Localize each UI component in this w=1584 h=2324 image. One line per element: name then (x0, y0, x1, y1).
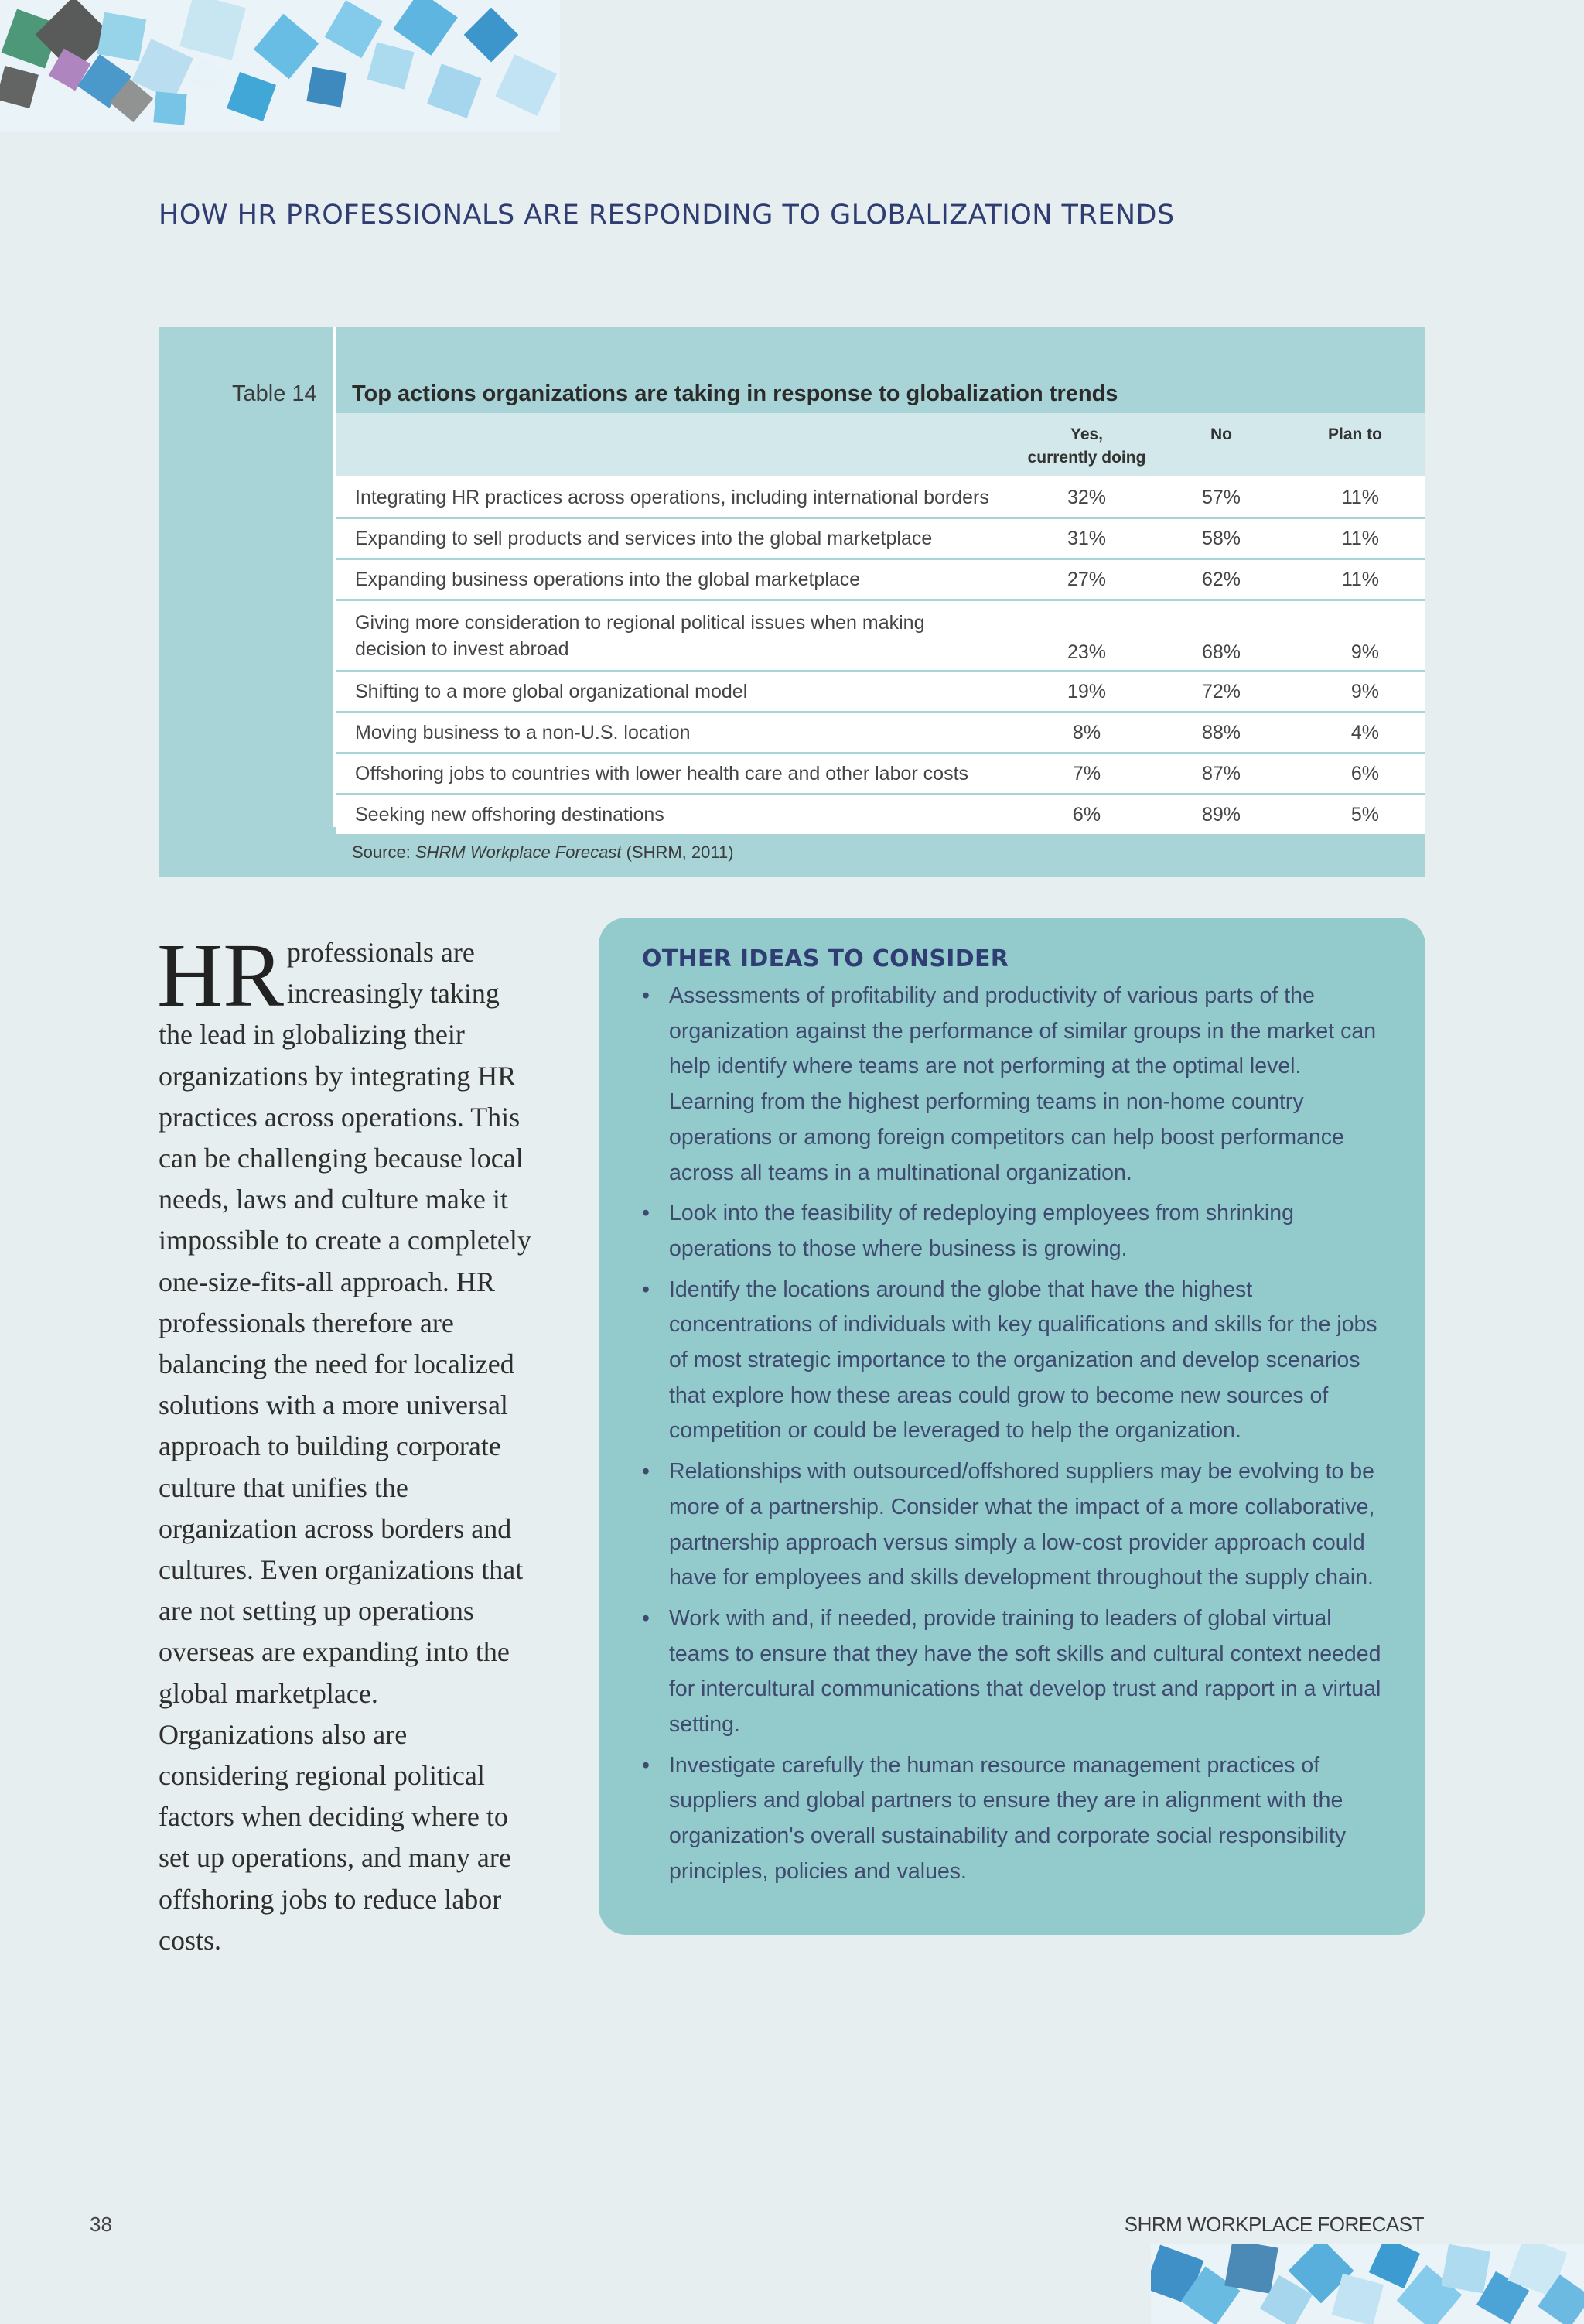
row-label: Shifting to a more global organizational model (336, 672, 1022, 713)
cell-no: 89% (1151, 795, 1292, 836)
column-header-yes-line2: currently doing (1027, 449, 1146, 467)
cell-no: 88% (1151, 713, 1292, 754)
bullet-icon: • (642, 1752, 650, 1778)
idea-item (642, 979, 1382, 1191)
cell-no: 62% (1151, 559, 1292, 600)
column-header-yes (1022, 413, 1151, 477)
table-row (336, 600, 1425, 672)
row-label-line2: decision to invest abroad (355, 637, 569, 660)
row-label: Seeking new offshoring destinations (336, 795, 1022, 836)
idea-item (642, 1273, 1382, 1450)
idea-text: Identify the locations around the globe that have the highest concentrations of individuals with key qualifications and skills for the jobs of most strategic importance to the organization and develop scenarios that explore how these areas could grow to become new sources of competition or could be leveraged to help the organization. (669, 1276, 1377, 1444)
idea-text: Look into the feasibility of redeploying employees from shrinking operations to those where business is growing. (669, 1201, 1294, 1261)
other-ideas-box (599, 918, 1425, 1935)
footer-publication-title: SHRM WORKPLACE FORECAST (1124, 2213, 1424, 2236)
source-publication: SHRM Workplace Forecast (415, 842, 622, 862)
cell-no: 57% (1151, 477, 1292, 518)
ideas-list (642, 979, 1382, 1890)
section-heading: HOW HR PROFESSIONALS ARE RESPONDING TO GLOBALIZATION TRENDS (159, 200, 1175, 231)
table-row (336, 795, 1425, 836)
table-row (336, 559, 1425, 600)
source-prefix: Source: (352, 842, 415, 862)
table-row (336, 518, 1425, 559)
data-table (336, 413, 1425, 836)
cell-plan: 11% (1292, 518, 1425, 559)
cell-plan: 6% (1292, 754, 1425, 795)
decorative-mosaic-top (0, 0, 560, 132)
idea-item (642, 1601, 1382, 1743)
table-title: Top actions organizations are taking in response to globalization trends (352, 381, 1118, 406)
column-header-yes-line1: Yes, (1070, 425, 1104, 443)
body-text: professionals are increasingly taking the lead in globalizing their organizations by integrating HR practices across operations. This can be challenging because local needs, laws and culture make it impossible to create a completely one-size-fits-all approach. HR professionals therefore are balancing the need for localized solutions with a more universal approach to building corporate culture that unifies the organization across borders and cultures. Even organizations that are not setting up operations overseas are expanding into the global marketplace. Organizations also are considering regional political factors when deciding where to set up operations, and many are offshoring jobs to reduce labor costs. (159, 937, 531, 1956)
row-label: Offshoring jobs to countries with lower health care and other labor costs (336, 754, 1022, 795)
cell-yes: 23% (1022, 600, 1151, 672)
idea-text: Relationships with outsourced/offshored suppliers may be evolving to be more of a partnership. Consider what the impact of a more collaborative, partnership approach versus simply a low-cost provider approach could have for employees and skills development throughout the supply chain. (669, 1459, 1375, 1591)
cell-yes: 6% (1022, 795, 1151, 836)
cell-plan: 11% (1292, 559, 1425, 600)
row-label: Integrating HR practices across operations, including international borders (336, 477, 1022, 518)
idea-item (642, 1748, 1382, 1890)
cell-no: 68% (1151, 600, 1292, 672)
row-label (336, 600, 1022, 672)
table-row (336, 754, 1425, 795)
table-14-panel (159, 327, 1425, 877)
cell-plan: 11% (1292, 477, 1425, 518)
source-suffix: (SHRM, 2011) (621, 842, 734, 862)
column-header-action (336, 413, 1022, 477)
cell-yes: 8% (1022, 713, 1151, 754)
table-row (336, 672, 1425, 713)
table-header-row (336, 413, 1425, 477)
column-header-no: No (1151, 413, 1292, 477)
cell-no: 72% (1151, 672, 1292, 713)
idea-text: Work with and, if needed, provide training to leaders of global virtual teams to ensure that they have the soft skills and cultural context needed for intercultural communications that develop trust and rapport in a virtual setting. (669, 1605, 1381, 1738)
cell-yes: 32% (1022, 477, 1151, 518)
cell-plan: 9% (1292, 600, 1425, 672)
table-label: Table 14 (232, 381, 317, 406)
idea-item (642, 1196, 1382, 1266)
cell-plan: 4% (1292, 713, 1425, 754)
idea-text: Investigate carefully the human resource management practices of suppliers and global partners to ensure they are in alignment with the organization's overall sustainability and corporate social responsibility principles, policies and values. (669, 1752, 1347, 1884)
bullet-icon: • (642, 1605, 650, 1631)
table-source (352, 842, 734, 863)
table-row (336, 713, 1425, 754)
decorative-mosaic-bottom (1151, 2244, 1584, 2324)
cell-yes: 27% (1022, 559, 1151, 600)
idea-item (642, 1454, 1382, 1596)
column-header-plan: Plan to (1292, 413, 1425, 477)
bullet-icon: • (642, 1201, 650, 1226)
dropcap: HR (157, 924, 284, 1026)
cell-plan: 9% (1292, 672, 1425, 713)
cell-no: 87% (1151, 754, 1292, 795)
cell-plan: 5% (1292, 795, 1425, 836)
table-row (336, 477, 1425, 518)
row-label-line1: Giving more consideration to regional political issues when making (355, 611, 925, 634)
row-label: Moving business to a non-U.S. location (336, 713, 1022, 754)
ideas-title: OTHER IDEAS TO CONSIDER (642, 945, 1009, 972)
row-label: Expanding business operations into the global marketplace (336, 559, 1022, 600)
body-paragraph (157, 924, 538, 1961)
cell-yes: 19% (1022, 672, 1151, 713)
cell-yes: 7% (1022, 754, 1151, 795)
cell-no: 58% (1151, 518, 1292, 559)
bullet-icon: • (642, 1459, 650, 1485)
row-label: Expanding to sell products and services into the global marketplace (336, 518, 1022, 559)
idea-text: Assessments of profitability and productivity of various parts of the organization against the performance of similar groups in the market can help identify where teams are not performing at the optimal level. Learning from the highest performing teams in non-home country operations or among foreign competitors can help boost performance across all teams in a multinational organization. (669, 983, 1377, 1185)
page-number: 38 (90, 2213, 112, 2236)
cell-yes: 31% (1022, 518, 1151, 559)
bullet-icon: • (642, 1276, 650, 1302)
bullet-icon: • (642, 983, 650, 1008)
